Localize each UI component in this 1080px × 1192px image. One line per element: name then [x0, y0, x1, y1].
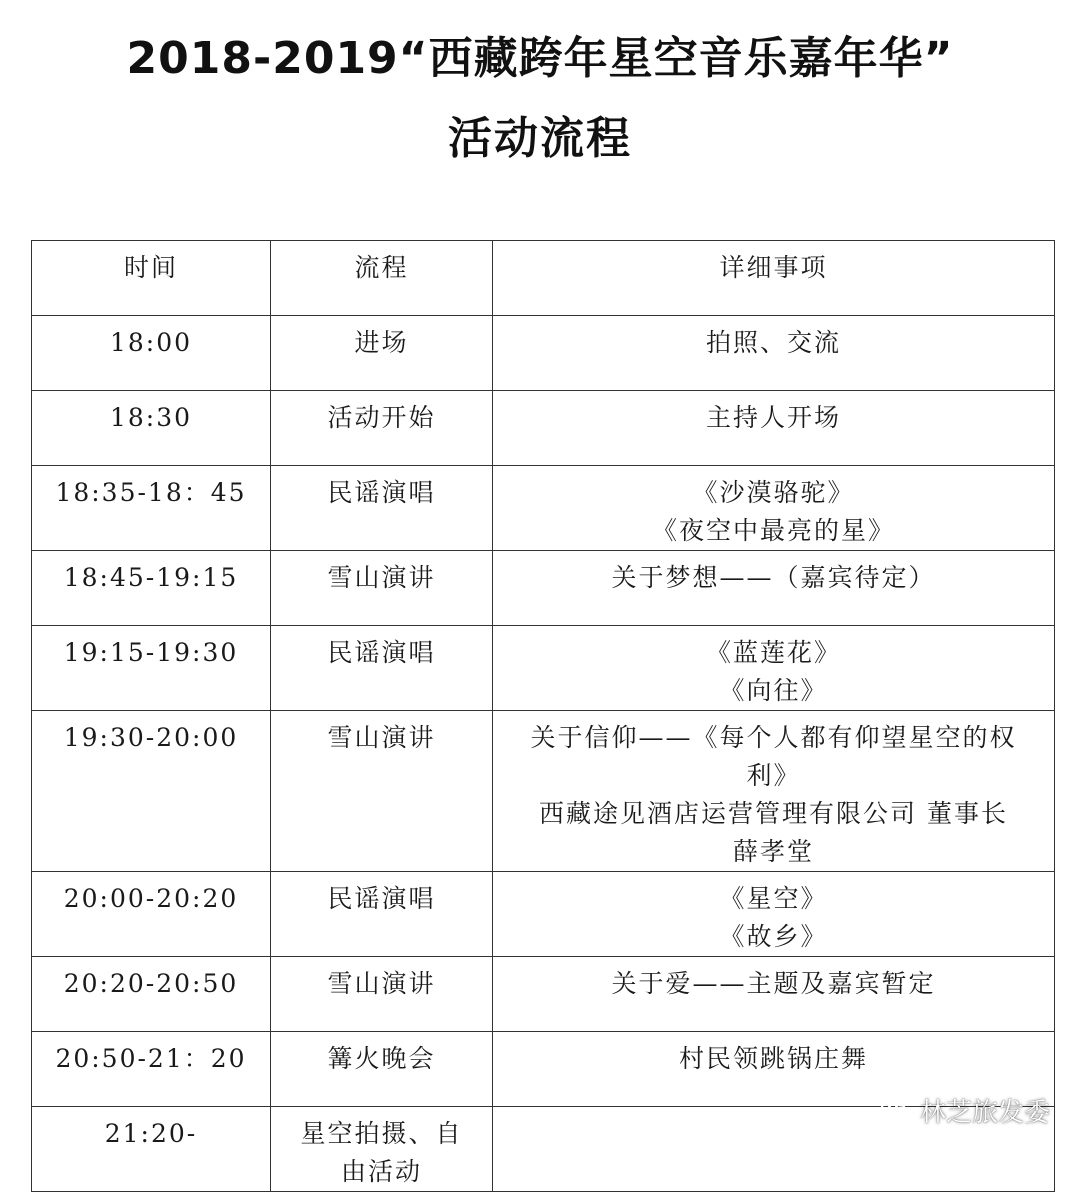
detail-line: 薛孝堂 [732, 837, 814, 866]
table-row [32, 626, 1055, 711]
cell-flow [271, 711, 493, 872]
detail-line: 《蓝莲花》 [705, 638, 841, 667]
table-row [32, 466, 1055, 551]
detail-line: 《星空》 [719, 884, 828, 913]
detail-line: 利》 [746, 761, 801, 790]
table-row [32, 711, 1055, 872]
cell-details [493, 316, 1055, 391]
cell-flow [271, 466, 493, 551]
flow-line: 民谣演唱 [327, 884, 436, 913]
table-row [32, 316, 1055, 391]
cell-flow [271, 551, 493, 626]
cell-flow [271, 1032, 493, 1107]
detail-line: 村民领跳锅庄舞 [678, 1044, 868, 1073]
cell-flow [271, 872, 493, 957]
detail-line: 《夜空中最亮的星》 [651, 516, 895, 545]
cell-time: 21:20- [32, 1107, 271, 1192]
cell-flow [271, 957, 493, 1032]
flow-line: 民谣演唱 [327, 638, 436, 667]
cell-flow [271, 1107, 493, 1192]
cell-time: 18:35-18：45 [32, 466, 271, 551]
cell-time: 19:15-19:30 [32, 626, 271, 711]
cell-details [493, 626, 1055, 711]
cell-details [493, 711, 1055, 872]
cell-details [493, 957, 1055, 1032]
watermark [880, 1092, 1050, 1129]
flow-line: 雪山演讲 [327, 969, 436, 998]
cell-time: 18:00 [32, 316, 271, 391]
cell-time: 19:30-20:00 [32, 711, 271, 872]
detail-line: 拍照、交流 [705, 328, 841, 357]
detail-line: 西藏途见酒店运营管理有限公司 董事长 [539, 799, 1008, 828]
detail-line: 《故乡》 [719, 922, 828, 951]
table-row [32, 872, 1055, 957]
cell-flow [271, 626, 493, 711]
detail-line: 《向往》 [719, 676, 828, 705]
cell-flow [271, 316, 493, 391]
watermark-text: 林芝旅发委 [919, 1098, 1050, 1128]
cell-details [493, 551, 1055, 626]
flow-line: 雪山演讲 [327, 723, 436, 752]
detail-line: 关于梦想——（嘉宾待定） [611, 563, 936, 592]
detail-line: 关于信仰——《每个人都有仰望星空的权 [530, 723, 1017, 752]
flow-line: 进场 [354, 328, 409, 357]
cell-time: 18:30 [32, 391, 271, 466]
cell-details [493, 872, 1055, 957]
detail-line: 主持人开场 [705, 403, 841, 432]
flow-line: 活动开始 [327, 403, 436, 432]
header-time: 时间 [32, 241, 271, 316]
table-row [32, 391, 1055, 466]
table-row [32, 957, 1055, 1032]
table-header-row [32, 241, 1055, 316]
flow-line: 由活动 [340, 1157, 422, 1186]
schedule-table [31, 240, 1055, 1192]
cell-details [493, 391, 1055, 466]
cell-details [493, 466, 1055, 551]
flow-line: 篝火晚会 [327, 1044, 436, 1073]
detail-line: 《沙漠骆驼》 [692, 478, 855, 507]
flow-line: 星空拍摄、自 [300, 1119, 463, 1148]
detail-line: 关于爱——主题及嘉宾暂定 [611, 969, 936, 998]
wechat-icon [880, 1096, 914, 1126]
document-subtitle: 活动流程 [448, 113, 632, 164]
cell-time: 20:20-20:50 [32, 957, 271, 1032]
cell-time: 20:00-20:20 [32, 872, 271, 957]
header-flow: 流程 [271, 241, 493, 316]
cell-time: 20:50-21：20 [32, 1032, 271, 1107]
flow-line: 雪山演讲 [327, 563, 436, 592]
cell-flow [271, 391, 493, 466]
document-title: 2018-2019“西藏跨年星空音乐嘉年华” [126, 33, 954, 84]
flow-line: 民谣演唱 [327, 478, 436, 507]
header-details: 详细事项 [493, 241, 1055, 316]
cell-time: 18:45-19:15 [32, 551, 271, 626]
table-row [32, 551, 1055, 626]
